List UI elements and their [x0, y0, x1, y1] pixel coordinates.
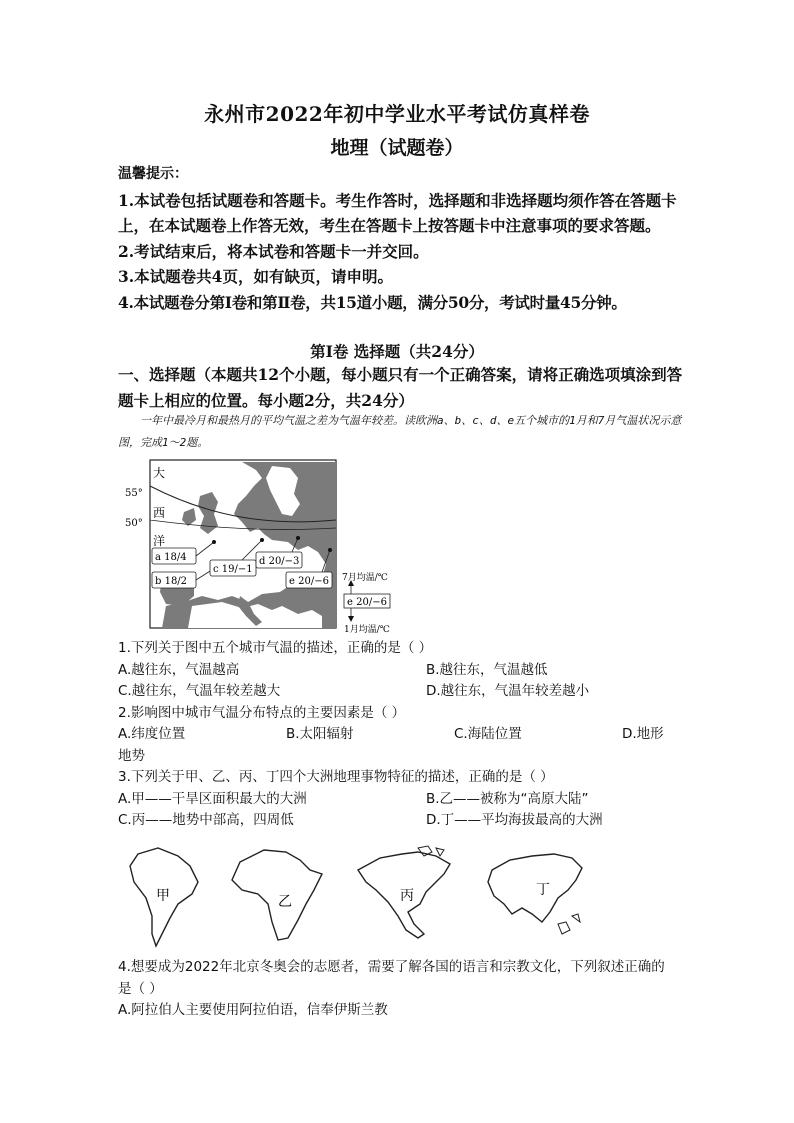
q3-option-d[interactable]: D.丁——平均海拔最高的大洲: [426, 812, 603, 828]
q2-option-a[interactable]: A.纬度位置: [118, 726, 186, 742]
svg-text:a 18/4: a 18/4: [155, 552, 187, 563]
section-instruction: [118, 362, 683, 413]
svg-text:丙: 丙: [400, 888, 414, 904]
question-1-stem: 1.下列关于图中五个城市气温的描述，正确的是（ ）: [118, 640, 433, 656]
ocean-label-3: 洋: [153, 534, 166, 548]
question-4-stem: 4.想要成为2022年北京冬奥会的志愿者，需要了解各国的语言和宗教文化，下列叙述正确的是（ ）: [118, 959, 665, 997]
continent-jia: [130, 848, 198, 946]
svg-text:c 19/−1: c 19/−1: [213, 564, 253, 575]
svg-text:e 20/−6: e 20/−6: [289, 576, 329, 587]
questions-block: [118, 638, 678, 832]
exam-subtitle: 地理（试题卷）: [330, 137, 464, 159]
europe-map-figure: [122, 456, 392, 634]
tip-item: 2.考试结束后，将本试卷和答题卡一并交回。: [118, 241, 429, 261]
svg-text:甲: 甲: [156, 888, 170, 904]
ocean-label-2: 西: [153, 506, 166, 520]
q2-option-d[interactable]: D.地形: [622, 726, 664, 742]
q3-option-b[interactable]: B.乙——被称为“高原大陆”: [426, 790, 589, 807]
ocean-label-1: 大: [153, 466, 166, 480]
continents-svg: [118, 842, 588, 952]
question-2-stem: 2.影响图中城市气温分布特点的主要因素是（ ）: [118, 704, 406, 721]
svg-text:d 20/−3: d 20/−3: [259, 556, 300, 567]
q1-option-d[interactable]: D.越往东，气温年较差越小: [426, 683, 590, 699]
tip-item: 4.本试题卷分第Ⅰ卷和第Ⅱ卷，共15道小题，满分50分，考试时量45分钟。: [118, 292, 627, 312]
svg-text:e 20/−6: e 20/−6: [347, 597, 387, 608]
lat-50-label: 50°: [125, 518, 143, 529]
continent-bing: [358, 846, 450, 938]
continent-yi: [232, 850, 322, 940]
question-3-options-row1: [118, 789, 678, 811]
question-4-block: [118, 957, 678, 1022]
question-1-options-row1: [118, 660, 678, 682]
svg-text:1月均温/℃: 1月均温/℃: [344, 625, 390, 634]
q2-option-c[interactable]: C.海陆位置: [454, 726, 522, 742]
svg-text:乙: 乙: [278, 894, 292, 910]
tips-block: [118, 162, 683, 315]
q1-option-c[interactable]: C.越往东，气温年较差越大: [118, 683, 281, 699]
europe-map: [122, 456, 392, 634]
continent-ding: [488, 854, 582, 934]
exam-title: 永州市2022年初中学业水平考试仿真样卷: [204, 102, 590, 126]
question-1-options-row2: [118, 681, 678, 703]
svg-text:b 18/2: b 18/2: [155, 576, 188, 587]
q3-option-a[interactable]: A.甲——干旱区面积最大的大洲: [118, 790, 307, 807]
map-legend: [342, 571, 390, 634]
tip-item: 1.本试卷包括试题卷和答题卡。考生作答时，选择题和非选择题均须作答在答题卡上，在本试题卷上作答无效，考生在答题卡上按答题卡中注意事项的要求答题。: [118, 190, 677, 235]
q3-option-c[interactable]: C.丙——地势中部高，四周低: [118, 812, 294, 828]
q2-option-d-overflow: 地势: [118, 747, 145, 764]
continents-figure: [118, 842, 588, 952]
tips-heading: 温馨提示：: [118, 166, 188, 182]
intro-text: 一年中最冷月和最热月的平均气温之差为气温年较差。读欧洲a、b、c、d、e五个城市的1月和7月气温状况示意图，完成1～2题。: [118, 414, 682, 449]
lat-55-label: 55°: [125, 488, 143, 499]
q1-option-a[interactable]: A.越往东，气温越高: [118, 661, 240, 678]
question-3-stem: 3.下列关于甲、乙、丙、丁四个大洲地理事物特征的描述，正确的是（ ）: [118, 769, 554, 785]
question-intro: [118, 410, 683, 454]
q1-option-b[interactable]: B.越往东，气温越低: [426, 661, 548, 678]
q4-option-a[interactable]: A.阿拉伯人主要使用阿拉伯语，信奉伊斯兰教: [118, 1002, 388, 1018]
svg-text:丁: 丁: [536, 882, 550, 898]
tip-item: 3.本试题卷共4页，如有缺页，请申明。: [118, 267, 393, 286]
q2-option-b[interactable]: B.太阳辐射: [286, 726, 354, 742]
section-title: 第Ⅰ卷 选择题（共24分）: [310, 342, 484, 361]
instruction-text: 一、选择题（本题共12个小题，每小题只有一个正确答案，请将正确选项填涂到答题卡上相应的位置。每小题2分，共24分）: [118, 365, 683, 410]
question-3-options-row2: [118, 810, 678, 832]
svg-text:7月均温/℃: 7月均温/℃: [342, 573, 388, 583]
question-2-options: [118, 724, 678, 746]
